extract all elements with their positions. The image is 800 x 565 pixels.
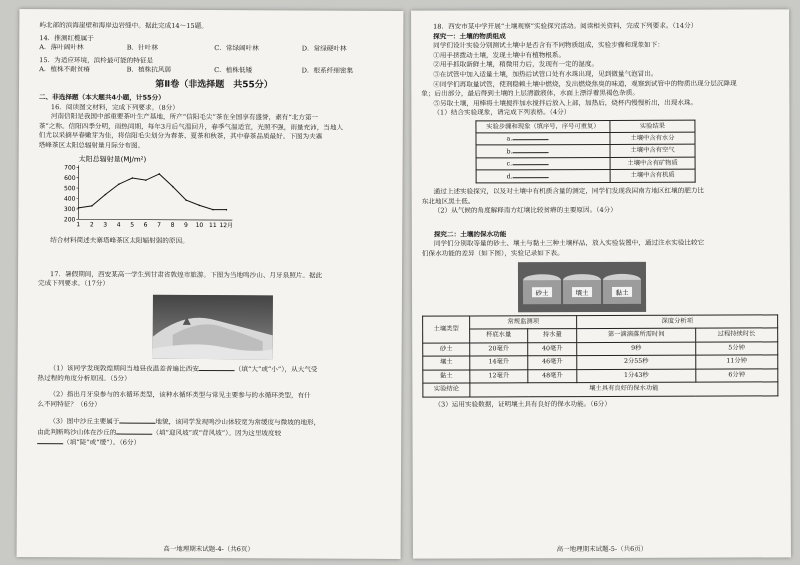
question-17-part3-cont: 由此判断鸣沙山体在沙丘的 （填“迎风坡”或“背风坡”）。因为这里坡度较 [37,427,282,438]
table-header-row [476,120,695,133]
explore-2-intro: 同学们分别取等量的砂土、壤土与黏土三种土壤样品，放入实验装置中，通过注水实验比较它 [433,238,705,248]
data-point [91,205,93,207]
option-a: A．落叶阔叶林 [39,43,84,52]
table-subheader-row [423,328,778,343]
soil-cups-photo [518,261,646,311]
table-cell: 6分钟 [696,368,778,382]
table-header: 土壤类型 [423,315,470,342]
table-cell: 20毫升 [470,342,528,356]
dune-photo [153,295,273,360]
question-16-prompt: 结合材料简述夫寨塔峰茶区太阳辐射弱的原因。 [50,236,189,246]
intro-line: 屿北部的滨海崖壁和海岸边岩缝中。据此完成14～15题。 [39,21,208,30]
table-subheader: 持水量 [528,329,577,343]
cup-label-loam: 壤土 [575,288,589,297]
option-b: B．针叶林 [126,43,158,52]
y-tick-label: 300 [63,205,76,213]
table-cell: 1分43秒 [577,369,696,383]
table-header: 实验结果 [610,120,695,132]
cup-label-sand: 砂土 [535,288,549,297]
answer-cell[interactable]: a. [476,132,610,145]
data-point [132,177,134,179]
table-row [423,355,778,370]
data-point [199,204,201,206]
x-tick-label: 10 [195,221,204,229]
result-cell: 土壤中含有机质 [610,170,695,183]
material-line: 们尤以采摘早春嫩芽为佳，将信阳毛尖划分为春茶、夏茶和秋茶，其中春茶品质最好。下图为夫寨 [38,131,323,141]
radiation-line-chart [56,153,256,232]
question-17-part1-cont: 热过程的角度分析原因。（5分） [37,373,131,383]
question-16-stem: 16．阅读图文材料，完成下列要求。（8分） [50,102,179,112]
option-d: D．根系纤细密集 [301,66,354,76]
x-tick-label: 6 [143,221,148,229]
question-18-stem: 18．西安市某中学开展“土壤观察”实验探究活动。阅读相关资料，完成下列要求。（14分） [433,21,698,31]
question-17-part2-cont: 么不同特征？（6分） [37,399,101,409]
material-line: 茶”之称。信阳四季分明，雨热同期，每年3月后气温回升，春季气温适宜，光照不强，雨量充沛，当地人 [38,121,344,132]
table-row [476,132,695,145]
question-18-part3: （3）运用实验数据，证明壤土具有良好的保水功能。（6分） [434,399,611,409]
data-point [78,207,80,209]
data-point [212,208,214,210]
experiment-table [475,120,695,184]
material-line: 河南信阳是我国中部重要茶叶生产基地，所产“信阳毛尖”茶在全国享有盛誉，素有“北方第一 [50,112,319,122]
option-c: C．植株低矮 [214,66,253,75]
answer-cell[interactable]: c. [476,157,610,170]
table-cell: 14毫升 [470,356,528,370]
option-b: B．植株抗风弱 [126,65,172,75]
table-header: 深度分析项 [577,314,778,328]
chart-title: 太阳总辐射量(MJ/m²) [78,154,147,164]
answer-cell[interactable]: b. [476,145,610,158]
table-subheader: 杯底水量 [470,329,528,343]
page-footer: 高一地理期末试题-5-（共6页） [556,544,648,554]
x-tick-label: 4 [116,221,121,229]
water-retention-table [422,314,778,397]
result-cell: 土壤中含有矿物质 [610,157,695,170]
table-cell: 12毫升 [470,369,528,383]
data-point [185,199,187,201]
table-header-row [423,314,778,329]
data-point [172,185,174,187]
table-subheader: 第一滴滴落所需时间 [577,328,696,342]
x-tick-label: 11 [209,221,217,229]
section-note: 二、非选择题（本大题共4小题，计55分） [38,93,165,102]
x-tick-label: 8 [170,221,175,229]
data-point [105,193,107,195]
table-cell: 壤土 [423,356,470,370]
answer-cell[interactable]: d. [476,170,610,183]
table-row [476,145,695,158]
y-tick-label: 400 [63,195,76,203]
x-tick-label: 12月 [219,221,234,229]
question-17-stem-cont: 完成下列要求。（17分） [37,279,110,288]
option-d: D．常绿硬叶林 [301,44,347,53]
question-17-part2: （2）指出月牙泉参与的水循环类型，该种水循环类型与常见主要参与的水循环类型，有什 [49,390,311,400]
question-18-part1: （1）结合实验现象，请完成下列表格。（4分） [433,108,571,117]
cup-label-clay: 黏土 [615,288,629,297]
result-cell: 土壤中含有水分 [610,132,695,145]
option-a: A．植株不耐贫瘠 [39,65,91,74]
step-line: ③在试管中加入适量土壤，加热后试管口处有水珠出现，见到微量气泡冒出。 [433,69,658,79]
question-14-options [39,43,389,54]
result-cell: 土壤中含有空气 [610,145,695,158]
table-cell: 48毫升 [528,369,577,383]
table-cell: 40毫升 [528,342,577,356]
table-cell: 黏土 [423,369,470,383]
question-17-stem: 17．暑假期间，西安某高一学生到甘肃省敦煌市旅游。下图为当地鸣沙山、月牙泉照片。据此 [50,269,323,280]
step-line: 象；后出部分，最后得到土壤的上层清澈液体，水面上漂浮着黑褐色杂质。 [421,89,639,98]
table-row [476,170,695,183]
step-line: ⑤另取土壤，用棒将土壤搅拌加水搅拌后放入上部，加热后，烧杯内慢慢析出，出现水珠。 [433,98,698,108]
exam-page-right [411,9,791,558]
table-cell: 9秒 [577,342,696,356]
table-row [476,157,695,170]
explore-1-intro: 同学们设计实验分别测试土壤中是否含有不同物质组成，实验步骤和现象如下： [433,40,664,50]
table-cell: 2分55秒 [577,355,696,369]
table-cell: 46毫升 [528,356,577,370]
x-tick-label: 1 [76,220,81,228]
x-tick-label: 7 [157,221,161,229]
data-point [226,208,228,210]
material-line: 塔峰茶区太阳总辐射量月际分布图。 [38,141,145,150]
table-header: 实验步骤和现象（填序号，序号可重复） [476,120,610,132]
x-tick-label: 9 [184,221,188,229]
x-tick-label: 2 [89,220,94,228]
data-point [159,173,161,175]
section-title: 第Ⅱ卷（非选择题 共55分） [155,79,273,91]
step-line: ②用手抓取新鲜土壤，稍微用力后，发现有一定的湿度。 [433,60,599,69]
x-tick-label: 3 [103,220,108,228]
question-14-stem: 14．推测红榄属于 [39,33,94,42]
step-line: ①用手挤拨动土壤，发现土壤中有植物根系。 [433,50,566,60]
table-row [423,382,778,397]
x-tick-label: 5 [130,221,135,229]
after-table-line: 通过上述实验探究，以及对土壤中有机质含量的测定，同学们发现我国南方地区红壤的肥力比 [433,186,705,196]
explore-2-intro: 们保水功能的差异（如下图），实验记录如下表。 [421,249,564,258]
question-18-part2: （2）从气候的角度解释南方红壤比较贫瘠的主要原因。（4分） [433,206,617,215]
table-cell: 砂土 [423,342,470,356]
table-header: 常规监测项 [470,315,577,329]
exam-page-left [17,9,404,559]
x-axis [78,219,232,220]
question-17-part3-cont2: （填“陡”或“缓”）。（6分） [37,438,387,450]
question-15-options [39,65,389,76]
y-tick-label: 700 [64,163,76,172]
table-row [423,368,778,383]
y-tick-label: 500 [64,184,76,192]
data-point [145,179,147,181]
table-cell: 11分钟 [696,355,778,369]
option-c: C．常绿阔叶林 [214,44,259,53]
question-15-stem: 15．为适应环境，滨柃最可能的特征是 [39,55,154,65]
data-point [118,183,120,185]
table-row [423,341,778,356]
y-tick-label: 600 [64,174,76,182]
page-footer: 高一地理期末试题-4-（共6页） [163,544,254,554]
radiation-series-line [78,173,226,209]
table-cell: 5分钟 [695,341,777,355]
table-cell: 壤土具有良好的保水功能 [470,382,778,397]
step-line: ④同学们再取量试管，使剂稳赖土壤中燃烧，发出燃烧焦臭的味道，观察到试管中的物质出现分层沉降现 [433,79,737,89]
y-tick-label: 200 [63,215,76,224]
explore-1-title: 探究一：土壤的物质组成 [433,31,506,41]
radiation-chart [56,153,388,236]
question-17-part1: （1）该同学发现敦煌期间当地昼夜温差普遍比西安 （填“大”或“小”），从大气受 [49,364,318,374]
table-cell: 实验结论 [423,383,470,397]
after-table-line: 东北地区黑土低。 [421,196,475,206]
table-subheader: 过程持续时长 [695,328,777,342]
question-17-part3: （3）图中沙丘主要属于 地貌，该同学发现鸣沙山体较宽为常缓度与微坡的地形， [49,417,321,427]
explore-2-title: 探究二：土壤的保水功能 [433,230,507,239]
